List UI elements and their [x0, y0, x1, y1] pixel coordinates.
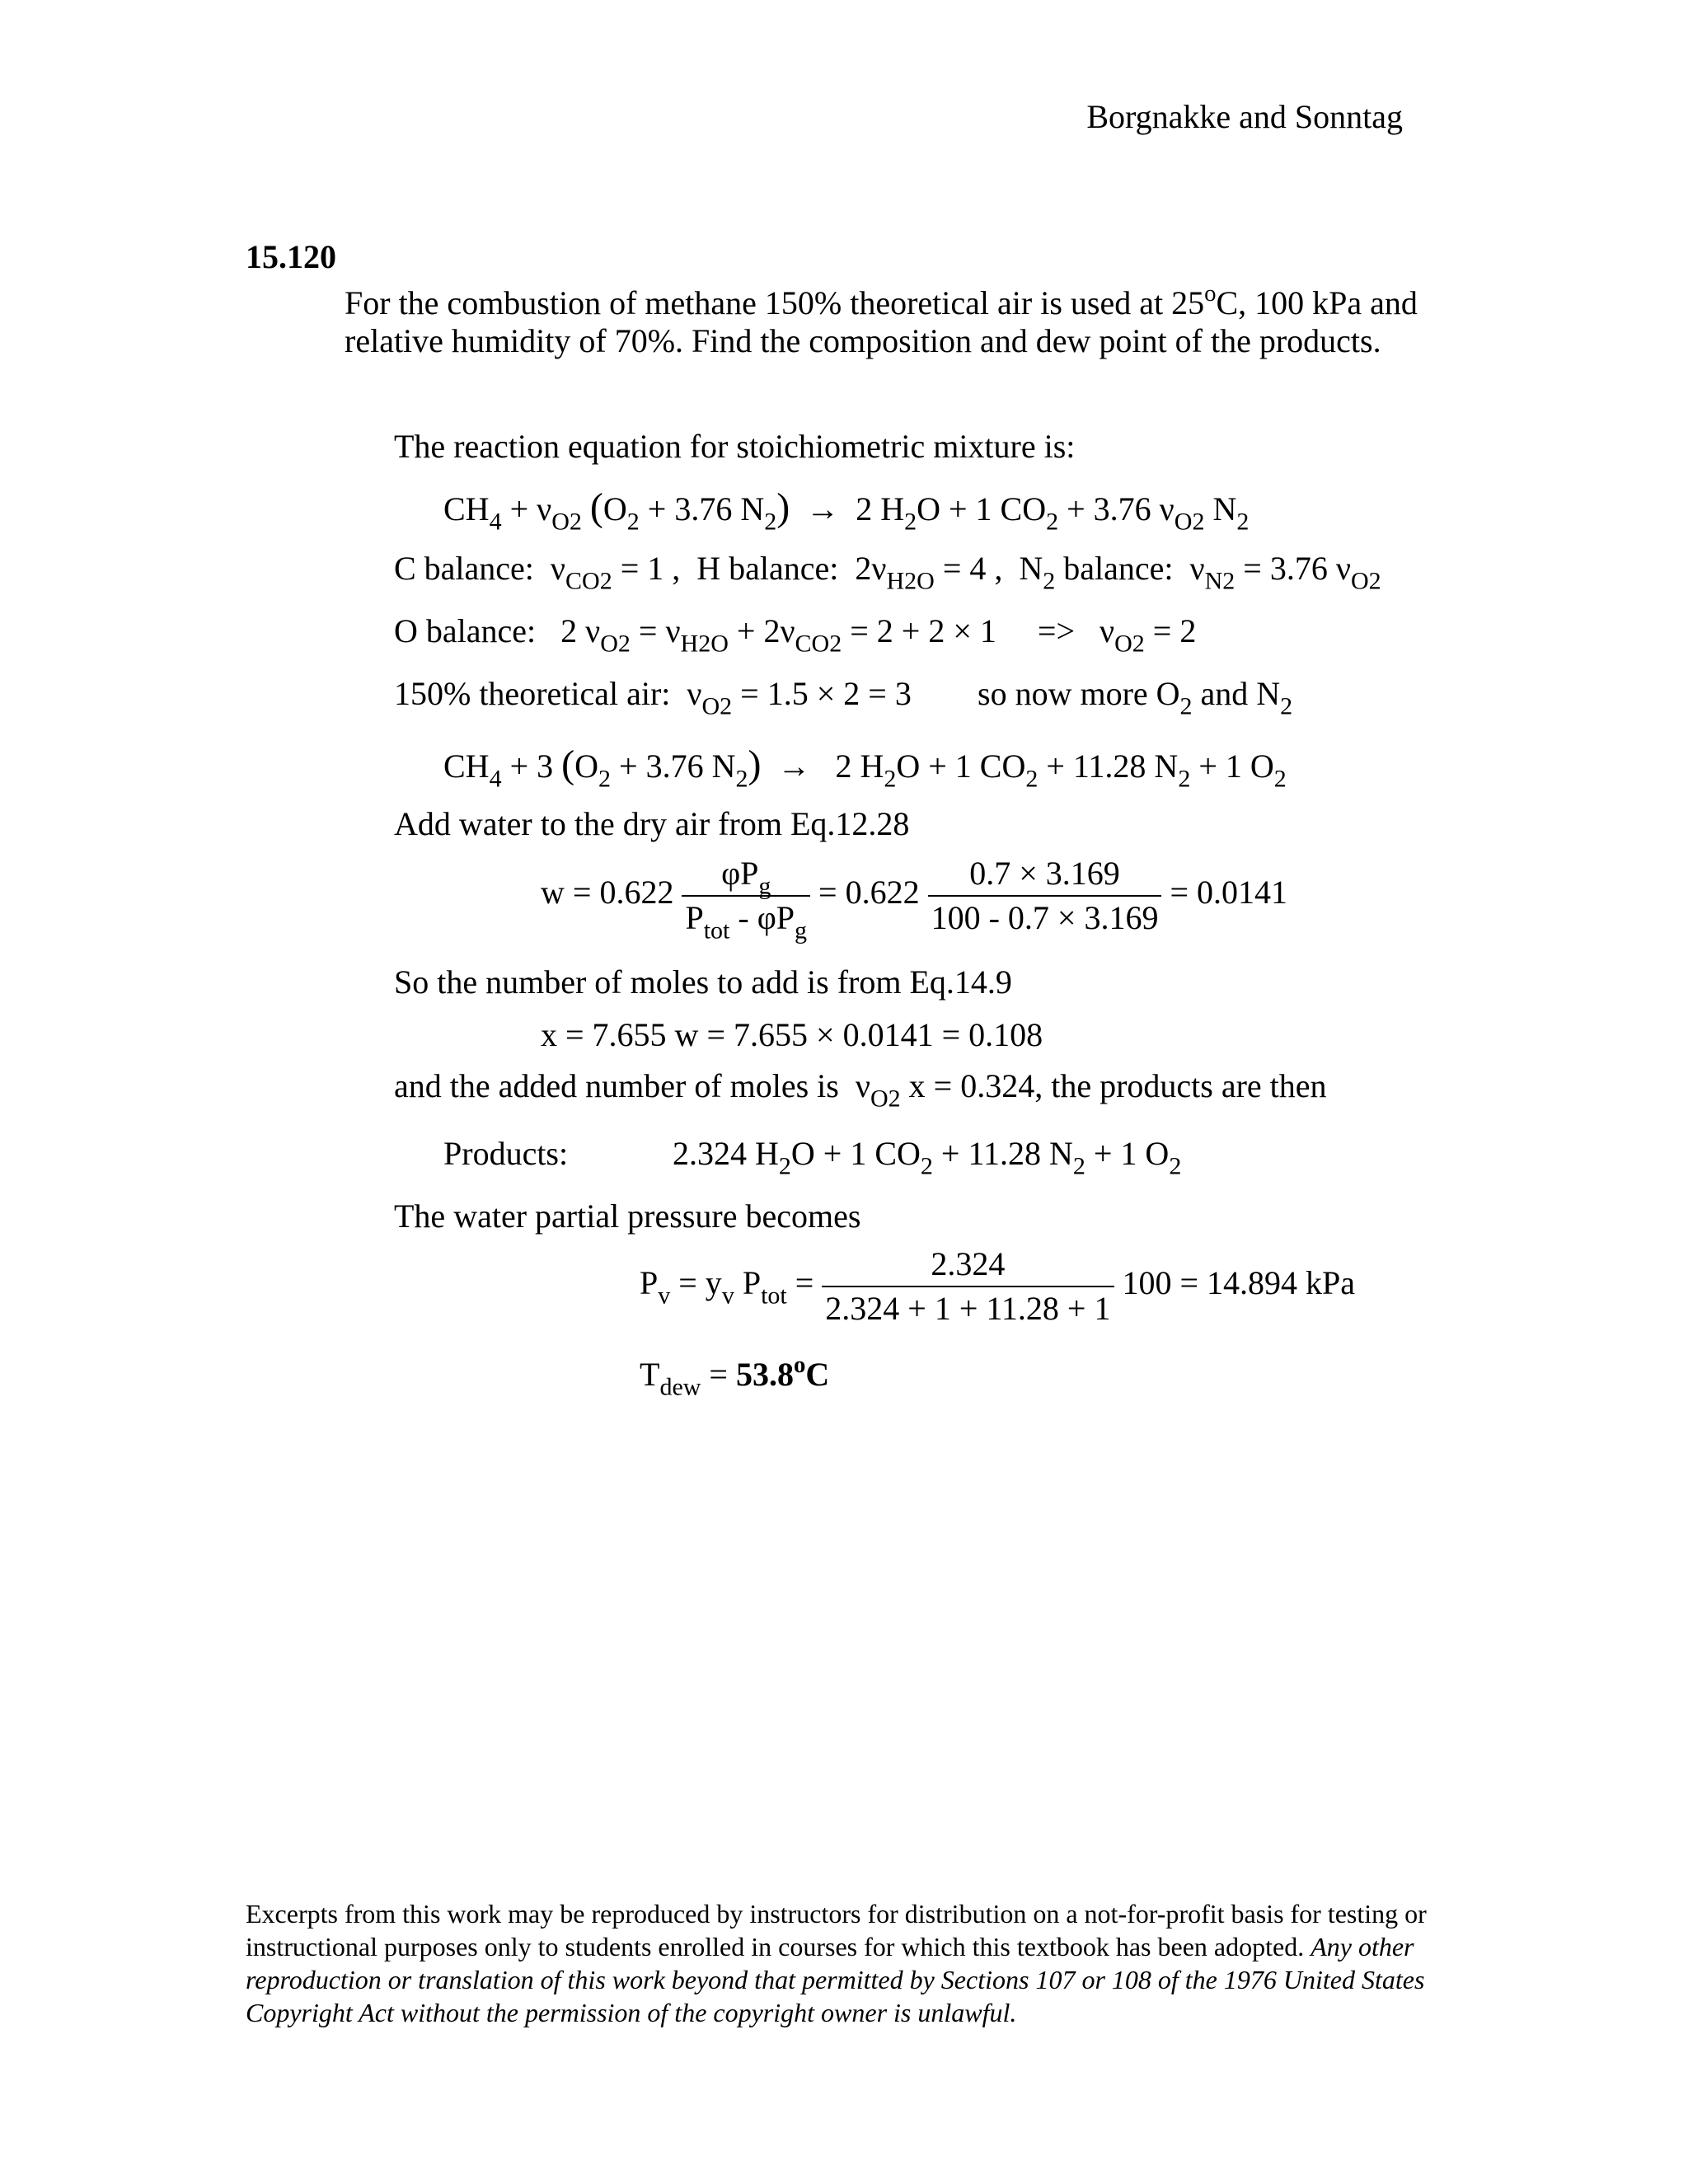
more-o2-n2-note: so now more $O_2$ and $N_2$ — [978, 675, 1293, 720]
humidity-fraction-1: $\frac{\varphi P_g}{P_{tot} - \varphi P_g}$ — [682, 857, 810, 935]
products-label: Products: — [443, 1135, 569, 1172]
dew-point-value: 53.8$^o$C — [735, 1352, 830, 1393]
copyright-footer: Excerpts from this work may be reproduced by instructors for distribution on a not-for-profit basis for testing or instructional purposes only to students enrolled in courses for which this textbook has been adopted. Any other reproduction or translation of this work beyond that permitted by Sections 107 or 108 of the 1976 United States Copyright Act without the permission of the copyright owner is unlawful. — [246, 1899, 1427, 2027]
solution-intro: The reaction equation for stoichiometric mixture is: — [394, 428, 1076, 465]
problem-statement-line2: relative humidity of 70%. Find the composition and dew point of the products. — [345, 322, 1381, 359]
partial-pressure-fraction: $\frac{2.324}{2.324 + 1 + 11.28 + 1}$ — [822, 1248, 1114, 1325]
moles-intro-text: So the number of moles to add is from Eq.14.9 — [394, 963, 1012, 1001]
products-equation: 2.324 $H_2O + 1$ $CO_2 + 11.28$ $N_2 + 1$ $O_2$ — [673, 1135, 1182, 1180]
theoretical-air-line: 150% theoretical air: $\nu_{O2} = 1.5 \times 2 = 3$ — [394, 675, 912, 720]
stoichiometric-equation: $CH_4 + \nu_{O2}$ ($O_2 + 3.76$ $N_2) \to 2$ $H_2O + 1$ $CO_2 + 3.76$ $\nu_{O2}$ $N_2$ — [443, 485, 1250, 536]
dew-point-result: $T_{dew} = 53.8^oC$ — [640, 1352, 830, 1401]
problem-statement-line1: For the combustion of methane 150% theoretical air is used at 25$^o$C, 100 kPa and — [345, 280, 1418, 321]
humidity-fraction-2: $\frac{0.7 \times 3.169}{100 - 0.7 \times 3.169}$ — [928, 857, 1162, 935]
humidity-ratio-equation: w = 0.622 $\frac{\varphi P_g}{P_{tot} - \varphi P_g}$ = 0.622 $\frac{0.7 \times 3.169}{100 - 0.7 \times 3.169}$ = 0.0141 — [541, 855, 1288, 944]
x-equation: x = 7.655 w = 7.655 × 0.0141 = 0.108 — [541, 1016, 1043, 1053]
problem-number: 15.120 — [246, 238, 336, 275]
partial-pressure-intro: The water partial pressure becomes — [394, 1197, 861, 1235]
actual-reaction-equation: $CH_4 + 3$ ($O_2 + 3.76$ $N_2) \to 2$ $H_2O + 1$ $CO_2 + 11.28$ $N_2 + 1$ $O_2$ — [443, 743, 1287, 793]
partial-pressure-equation: $P_v = y_v$ $P_{tot}$ = $\frac{2.324}{2.324 + 1 + 11.28 + 1}$ 100 = 14.894 kPa — [640, 1245, 1356, 1327]
add-water-text: Add water to the dry air from Eq.12.28 — [394, 805, 910, 842]
header-authors: Borgnakke and Sonntag — [1086, 98, 1403, 135]
o-balance-line: O balance: 2 $\nu_{O2} = \nu_{H2O} + 2\nu_{CO2} = 2 + 2 \times 1$ => $\nu_{O2} = 2$ — [394, 612, 1197, 658]
added-moles-line: and the added number of moles is $\nu_{O2}$ x = 0.324, the products are then — [394, 1067, 1327, 1113]
balance-line-c-h-n: C balance: $\nu_{CO2} = 1$ , H balance: $2\nu_{H2O} = 4$ , $N_2$ balance: $\nu_{N2} = 3.76$ $\nu_{O2}$ — [394, 550, 1381, 595]
